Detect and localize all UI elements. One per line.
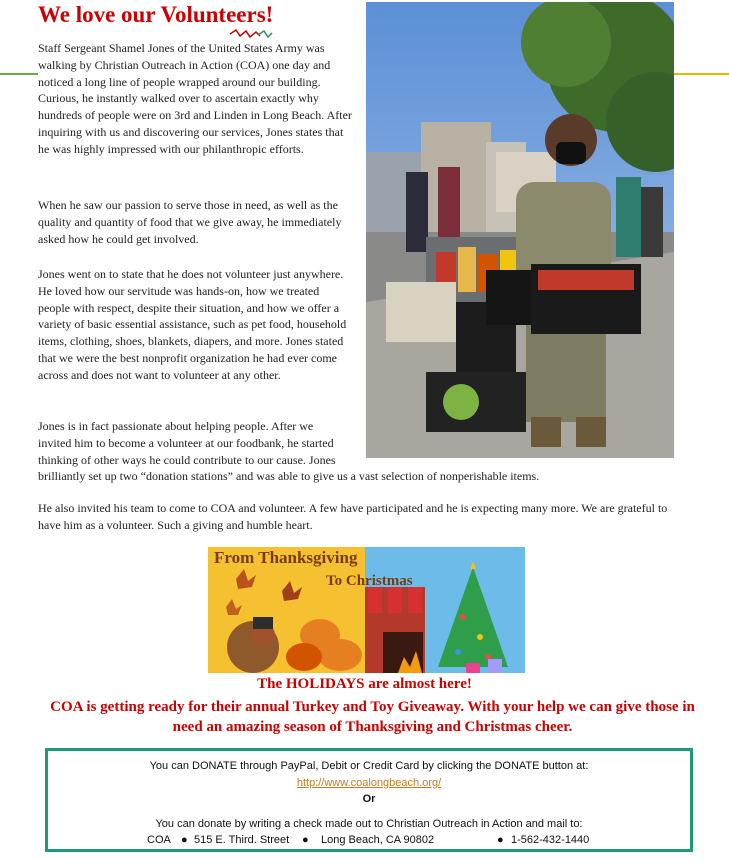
paragraph-intro: Staff Sergeant Shamel Jones of the United States Army was walking by Christian Outreach in Action (COA) one day and noticed a long line of people wrapped around our building. Curious, he instantly walked over to ascertain exactly why hundreds of people were on 3rd and Linden in Long Beach. After inquiring with us and discovering our services, Jones states that he was highly impressed with our philanthropic efforts. [38, 41, 352, 156]
donate-box [45, 748, 693, 852]
squiggle-decoration [228, 27, 274, 41]
paragraph-team: He also invited his team to come to COA and volunteer. A few have participated and he is expecting many more. We are grateful to have him as a volunteer. Such a giving and humble heart. [38, 501, 668, 532]
address-org: COA [147, 834, 171, 846]
banner-line1: From Thanksgiving [214, 548, 358, 567]
donate-online-text: You can DONATE through PayPal, Debit or Credit Card by clicking the DONATE button at: [149, 760, 589, 772]
banner-line2: To Christmas [326, 573, 413, 589]
bullet-icon: ● [181, 834, 188, 846]
paragraph-volunteer: Jones went on to state that he does not volunteer just anywhere. He loved how our servitude was hands-on, how we treated people with respect, despite their situation, and how we offer a variety of basic essential assistance, such as pet food, household items, clothing, shoes, blankets, diapers, and more. Jones stated that we were the best nonprofit organization he had ever come across and does not want to volunteer at any other. [38, 267, 347, 382]
address-city: Long Beach, CA 90802 [321, 834, 435, 846]
volunteer-photo [366, 2, 674, 458]
address-phone: 1-562-432-1440 [511, 834, 590, 846]
donate-link[interactable]: http://www.coalongbeach.org/ [296, 777, 442, 789]
bullet-icon: ● [497, 834, 504, 846]
holiday-banner [208, 547, 525, 673]
address-street: 515 E. Third. Street [194, 834, 290, 846]
donate-or: Or [362, 793, 376, 805]
paragraph-donation-stations-text: Jones is in fact passionate about helping people. After we invited him to become a volunteer at our foodbank, he started thinking of other ways he could contribute to our cause. Jones brilliantly set up two “donation stations” and was able to give us a vast selection of nonperishable items. [38, 419, 540, 484]
page-title: We love our Volunteers! [38, 2, 274, 27]
bullet-icon: ● [302, 834, 309, 846]
decorative-rule-left [0, 73, 38, 75]
donate-check-text: You can donate by writing a check made out to Christian Outreach in Action and mail to: [155, 818, 583, 830]
holidays-body: COA is getting ready for their annual Turkey and Toy Giveaway. With your help we can give those in need an amazing season of Thanksgiving and Christmas cheer. [50, 699, 695, 735]
paragraph-passion: When he saw our passion to serve those in need, as well as the quality and quantity of food that we give away, he immediately asked how he could get involved. [38, 198, 342, 246]
holidays-headline: The HOLIDAYS are almost here! [257, 676, 472, 692]
decorative-rule-right [672, 73, 729, 75]
